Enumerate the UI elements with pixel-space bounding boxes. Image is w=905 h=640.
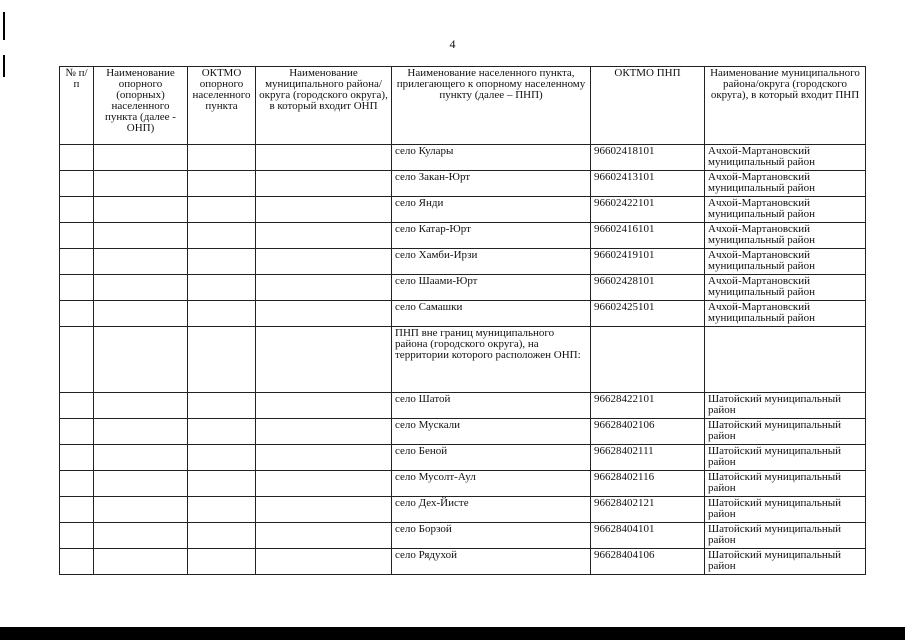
pnp-oktmo-cell: 96602422101 — [591, 197, 705, 223]
pnp-district-cell: Ачхой-Мартановский муниципальный район — [705, 249, 866, 275]
scan-bottom-edge — [0, 627, 905, 640]
header-onp-oktmo: ОКТМО опорного населенного пункта — [188, 67, 256, 145]
pnp-district-cell: Шатойский муниципальный район — [705, 549, 866, 575]
pnp-oktmo-cell: 96628402116 — [591, 471, 705, 497]
pnp-oktmo-cell: 96628402121 — [591, 497, 705, 523]
pnp-district-cell: Шатойский муниципальный район — [705, 497, 866, 523]
table-row — [60, 549, 866, 575]
pnp-district-cell: Шатойский муниципальный район — [705, 445, 866, 471]
pnp-district-cell: Шатойский муниципальный район — [705, 419, 866, 445]
pnp-name-cell: село Самашки — [392, 301, 591, 327]
scan-edge-mark-middle — [3, 55, 5, 77]
header-pnp-name: Наименование населенного пункта, прилегающего к опорному населенному пункту (далее – ПНП) — [392, 67, 591, 145]
pnp-oktmo-cell: 96628402106 — [591, 419, 705, 445]
pnp-name-cell: село Дех-Йисте — [392, 497, 591, 523]
pnp-name-cell: село Шатой — [392, 393, 591, 419]
table-header-row — [60, 67, 866, 145]
table-row — [60, 419, 866, 445]
header-onp-name: Наименование опорного (опорных) населенного пункта (далее - ОНП) — [94, 67, 188, 145]
pnp-name-cell: село Борзой — [392, 523, 591, 549]
pnp-district-cell: Шатойский муниципальный район — [705, 471, 866, 497]
pnp-oktmo-cell: 96602416101 — [591, 223, 705, 249]
pnp-name-cell: село Беной — [392, 445, 591, 471]
page-number: 4 — [449, 37, 456, 51]
pnp-district-cell: Ачхой-Мартановский муниципальный район — [705, 223, 866, 249]
table-row — [60, 471, 866, 497]
pnp-oktmo-cell: 96628404101 — [591, 523, 705, 549]
header-number: № п/п — [60, 67, 94, 145]
pnp-district-cell: Ачхой-Мартановский муниципальный район — [705, 171, 866, 197]
pnp-name-cell: село Кулары — [392, 145, 591, 171]
pnp-district-cell: Шатойский муниципальный район — [705, 523, 866, 549]
note-row — [60, 327, 866, 393]
pnp-name-cell: село Рядухой — [392, 549, 591, 575]
settlements-table — [59, 66, 866, 575]
header-pnp-district: Наименование муниципального района/округа (городского округа), в который входит ПНП — [705, 67, 866, 145]
table-body — [60, 145, 866, 575]
header-pnp-oktmo: ОКТМО ПНП — [591, 67, 705, 145]
table-row — [60, 301, 866, 327]
pnp-district-cell: Ачхой-Мартановский муниципальный район — [705, 145, 866, 171]
pnp-oktmo-cell: 96602425101 — [591, 301, 705, 327]
pnp-district-cell: Ачхой-Мартановский муниципальный район — [705, 275, 866, 301]
table-row — [60, 275, 866, 301]
pnp-name-cell: село Катар-Юрт — [392, 223, 591, 249]
scan-edge-mark-top — [3, 12, 5, 40]
pnp-oktmo-cell: 96628422101 — [591, 393, 705, 419]
pnp-name-cell: село Янди — [392, 197, 591, 223]
table-row — [60, 249, 866, 275]
pnp-district-cell: Ачхой-Мартановский муниципальный район — [705, 301, 866, 327]
pnp-oktmo-cell: 96628402111 — [591, 445, 705, 471]
pnp-name-cell: село Закан-Юрт — [392, 171, 591, 197]
table-row — [60, 223, 866, 249]
pnp-oktmo-cell: 96628404106 — [591, 549, 705, 575]
table-row — [60, 171, 866, 197]
table-row — [60, 523, 866, 549]
pnp-name-cell: село Мускали — [392, 419, 591, 445]
note-cell: ПНП вне границ муниципального района (городского округа), на территории которого расположен ОНП: — [392, 327, 591, 393]
pnp-name-cell: село Шаами-Юрт — [392, 275, 591, 301]
header-onp-district: Наименование муниципального района/округа (городского округа), в который входит ОНП — [256, 67, 392, 145]
pnp-oktmo-cell: 96602428101 — [591, 275, 705, 301]
table-row — [60, 497, 866, 523]
table-row — [60, 197, 866, 223]
table-row — [60, 393, 866, 419]
table-row — [60, 145, 866, 171]
pnp-oktmo-cell: 96602419101 — [591, 249, 705, 275]
pnp-name-cell: село Хамби-Ирзи — [392, 249, 591, 275]
table-row — [60, 445, 866, 471]
pnp-oktmo-cell: 96602413101 — [591, 171, 705, 197]
pnp-name-cell: село Мусолт-Аул — [392, 471, 591, 497]
pnp-district-cell: Шатойский муниципальный район — [705, 393, 866, 419]
pnp-oktmo-cell: 96602418101 — [591, 145, 705, 171]
pnp-district-cell: Ачхой-Мартановский муниципальный район — [705, 197, 866, 223]
